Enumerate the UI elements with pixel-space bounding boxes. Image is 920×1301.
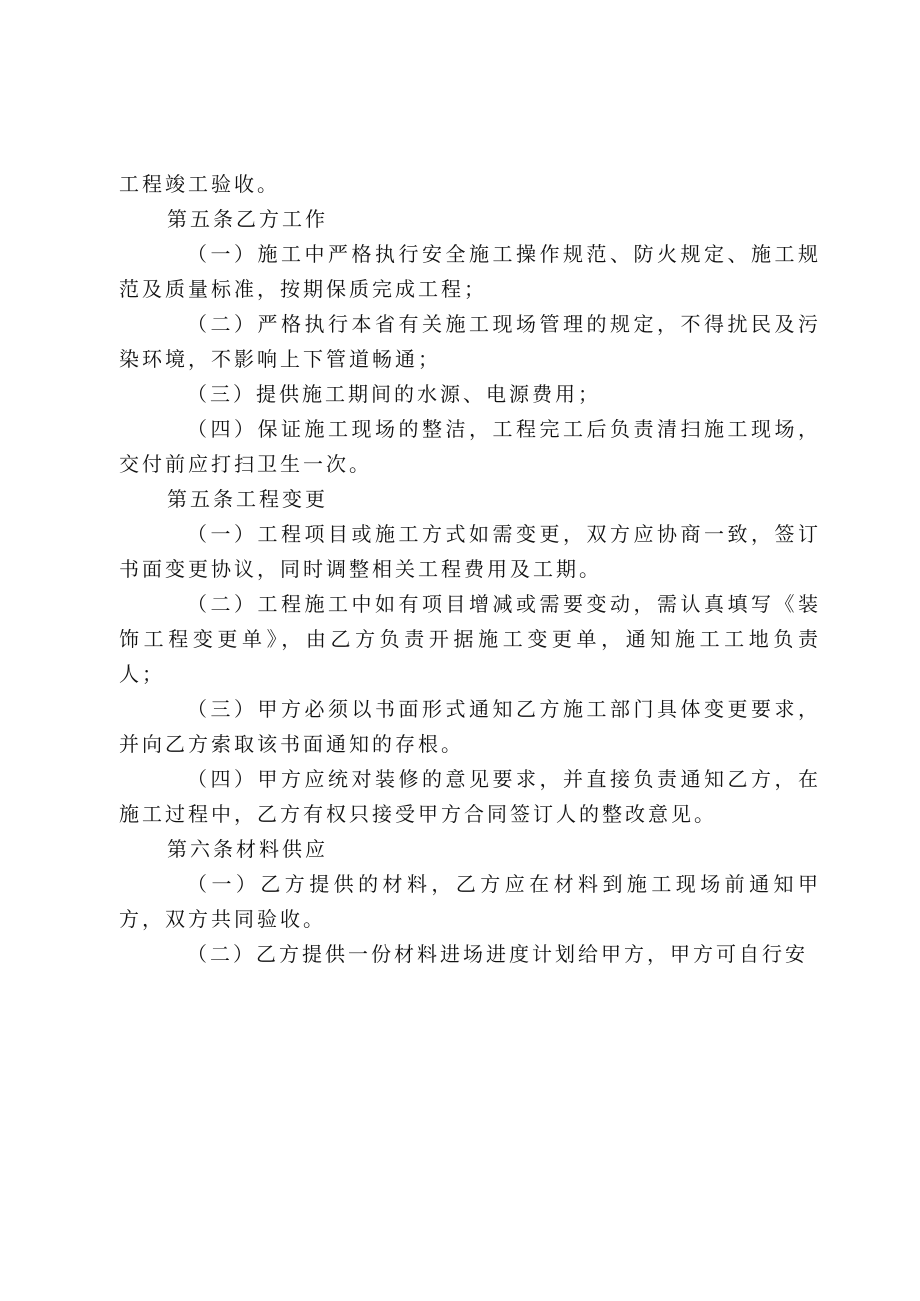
clause-paragraph: （二）严格执行本省有关施工现场管理的规定，不得扰民及污染环境，不影响上下管道畅通； xyxy=(119,312,821,371)
article-heading-project-change: 第五条工程变更 xyxy=(167,487,328,511)
document-body xyxy=(119,167,821,972)
article-heading-material-supply: 第六条材料供应 xyxy=(167,837,328,861)
clause-paragraph: （三）甲方必须以书面形式通知乙方施工部门具体变更要求，并向乙方索取该书面通知的存根。 xyxy=(119,697,821,756)
clause-paragraph: （四）甲方应统对装修的意见要求，并直接负责通知乙方，在施工过程中，乙方有权只接受甲方合同签订人的整改意见。 xyxy=(119,767,821,826)
clause-paragraph: （一）施工中严格执行安全施工操作规范、防火规定、施工规范及质量标准，按期保质完成工程； xyxy=(119,242,821,301)
clause-paragraph: （四）保证施工现场的整洁，工程完工后负责清扫施工现场，交付前应打扫卫生一次。 xyxy=(119,417,821,476)
clause-paragraph: （一）乙方提供的材料，乙方应在材料到施工现场前通知甲方，双方共同验收。 xyxy=(119,872,821,931)
clause-paragraph: （二）乙方提供一份材料进场进度计划给甲方，甲方可自行安 xyxy=(187,942,808,966)
clause-paragraph: （一）工程项目或施工方式如需变更，双方应协商一致，签订书面变更协议，同时调整相关工程费用及工期。 xyxy=(119,522,821,581)
paragraph-continuation: 工程竣工验收。 xyxy=(119,172,280,196)
clause-paragraph: （二）工程施工中如有项目增减或需要变动，需认真填写《装饰工程变更单》，由乙方负责开据施工变更单，通知施工工地负责人； xyxy=(119,592,821,686)
article-heading-party-b-work: 第五条乙方工作 xyxy=(167,207,328,231)
clause-paragraph: （三）提供施工期间的水源、电源费用； xyxy=(187,382,601,406)
